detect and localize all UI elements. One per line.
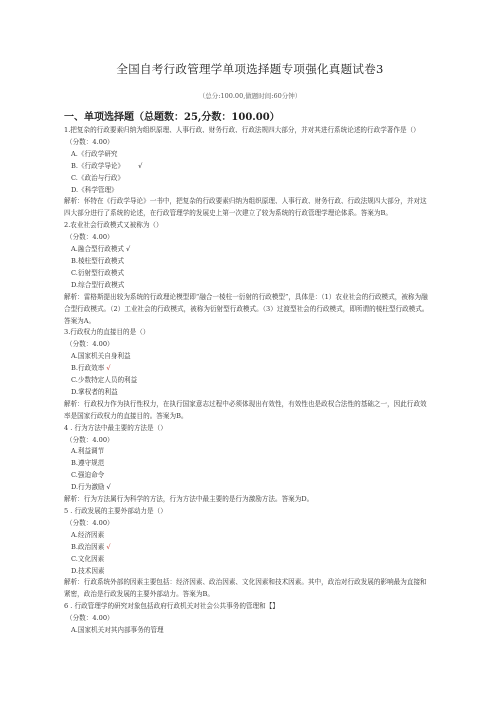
explanation-text: 解析：怀特在《行政学导论》一书中，把复杂的行政要素归纳为组织原理、人事行政、财务行政、行政法规四大部分，并对这四大部分进行了系统的论述，在行政管理学的发展史上第一次建立了较为系统的行政管理学理论体系。答案为B。: [64, 197, 427, 218]
check-mark-icon: √: [106, 542, 111, 551]
question-block: [64, 327, 430, 422]
question-score: （分数：4.00）: [66, 518, 114, 527]
answer-option: C.强迫命令: [71, 471, 105, 480]
question-block: [64, 220, 430, 327]
question-text: 1.把复杂的行政要素归纳为组织原理、人事行政、财务行政、行政法规四大部分，并对其进行系统论述的行政学著作是（）: [64, 126, 420, 134]
question-text: 2.农业社会行政模式又被称为（）: [64, 221, 163, 230]
question-score: （分数：4.00）: [66, 435, 114, 444]
answer-option: D.综合型行政模式: [71, 280, 125, 289]
question-block: [64, 125, 430, 220]
option-label: B.政治因素: [71, 542, 105, 551]
question-block: [64, 423, 430, 506]
answer-option-correct: [64, 482, 430, 494]
question-score: （分数：4.00）: [66, 340, 114, 349]
option-label: A.融合型行政模式: [71, 245, 125, 254]
answer-option: A.利益调节: [71, 447, 105, 456]
answer-option: C.文化因素: [71, 554, 105, 563]
answer-option: C.少数特定人员的利益: [71, 376, 138, 385]
page-title: 全国自考行政管理学单项选择题专项强化真题试卷3: [116, 62, 384, 76]
exam-info: （总分:100.00,做题时间:60分钟）: [198, 92, 302, 100]
option-label: B.行政效率: [71, 364, 105, 373]
question-text: 4 . 行为方法中最主要的方法是（）: [64, 423, 167, 432]
question-score: （分数：4.00）: [66, 233, 114, 242]
answer-option: D.技术因素: [71, 566, 105, 575]
answer-option: A.国家机关自身利益: [71, 352, 131, 361]
check-mark-icon: √: [126, 245, 131, 254]
option-label: B.《行政学导论》: [71, 161, 125, 170]
explanation-text: 解析：行政权力作为执行性权力，在执行国家意志过程中必须体现出有效性，有效性也是政权合法性的基础之一，因此行政效率是国家行政权力的直接目的。答案为B。: [64, 399, 427, 420]
answer-option: A.国家机关对其内部事务的管理: [71, 626, 164, 635]
question-list: [64, 125, 430, 637]
answer-option-correct: [64, 542, 430, 554]
answer-option: D.掌权者的利益: [71, 387, 118, 396]
question-score: （分数：4.00）: [66, 614, 114, 623]
question-block: [64, 601, 430, 637]
section-heading: 一、单项选择题（总题数：25,分数：100.00）: [64, 112, 280, 123]
option-label: D.行为激励: [71, 483, 105, 492]
answer-option-correct: [64, 363, 430, 375]
check-mark-icon: √: [106, 364, 111, 373]
answer-option: C.《政治与行政》: [71, 173, 125, 182]
answer-option: B.棱柱型行政模式: [71, 256, 125, 265]
answer-option: D.《科学管理》: [71, 185, 118, 194]
explanation-text: 解析：行政系统外部的因素主要包括：经济因素、政治因素、文化因素和技术因素。其中，政治对行政发展的影响最为直接和紧密，政治是行政发展的主要外部动力。答案为B。: [64, 578, 427, 599]
question-text: 6 . 行政管理学的研究对象包括政府行政机关对社会公共事务的管理和【】: [64, 602, 279, 611]
answer-option: B.遵守规范: [71, 459, 105, 468]
answer-option: C.衍射型行政模式: [71, 268, 125, 277]
answer-option: A.《行政学研究: [71, 149, 118, 158]
question-block: [64, 506, 430, 601]
answer-option: A.经济因素: [71, 530, 105, 539]
answer-option-correct: [64, 161, 430, 173]
explanation-text: 解析：雷格斯提出较为系统的行政理论模型即“融合一棱柱一衍射的行政模型”，具体是：（1）农业社会的行政模式，被称为融合型行政模式。（2）工业社会的行政模式，被称为衍射型行政模式。（3）过渡型社会的行政模式，即所谓的棱柱型行政模式。答案为A。: [64, 292, 429, 325]
answer-option-correct: [64, 244, 430, 256]
check-mark-icon: √: [106, 483, 111, 492]
question-text: 3.行政权力的直接目的是（）: [64, 328, 150, 337]
explanation-text: 解析：行为方法属行为科学的方法，行为方法中最主要的是行为激励方法。答案为D。: [64, 495, 314, 504]
question-text: 5 . 行政发展的主要外部动力是（）: [64, 507, 167, 515]
question-score: （分数：4.00）: [66, 137, 114, 146]
check-mark-icon: √: [138, 161, 143, 170]
